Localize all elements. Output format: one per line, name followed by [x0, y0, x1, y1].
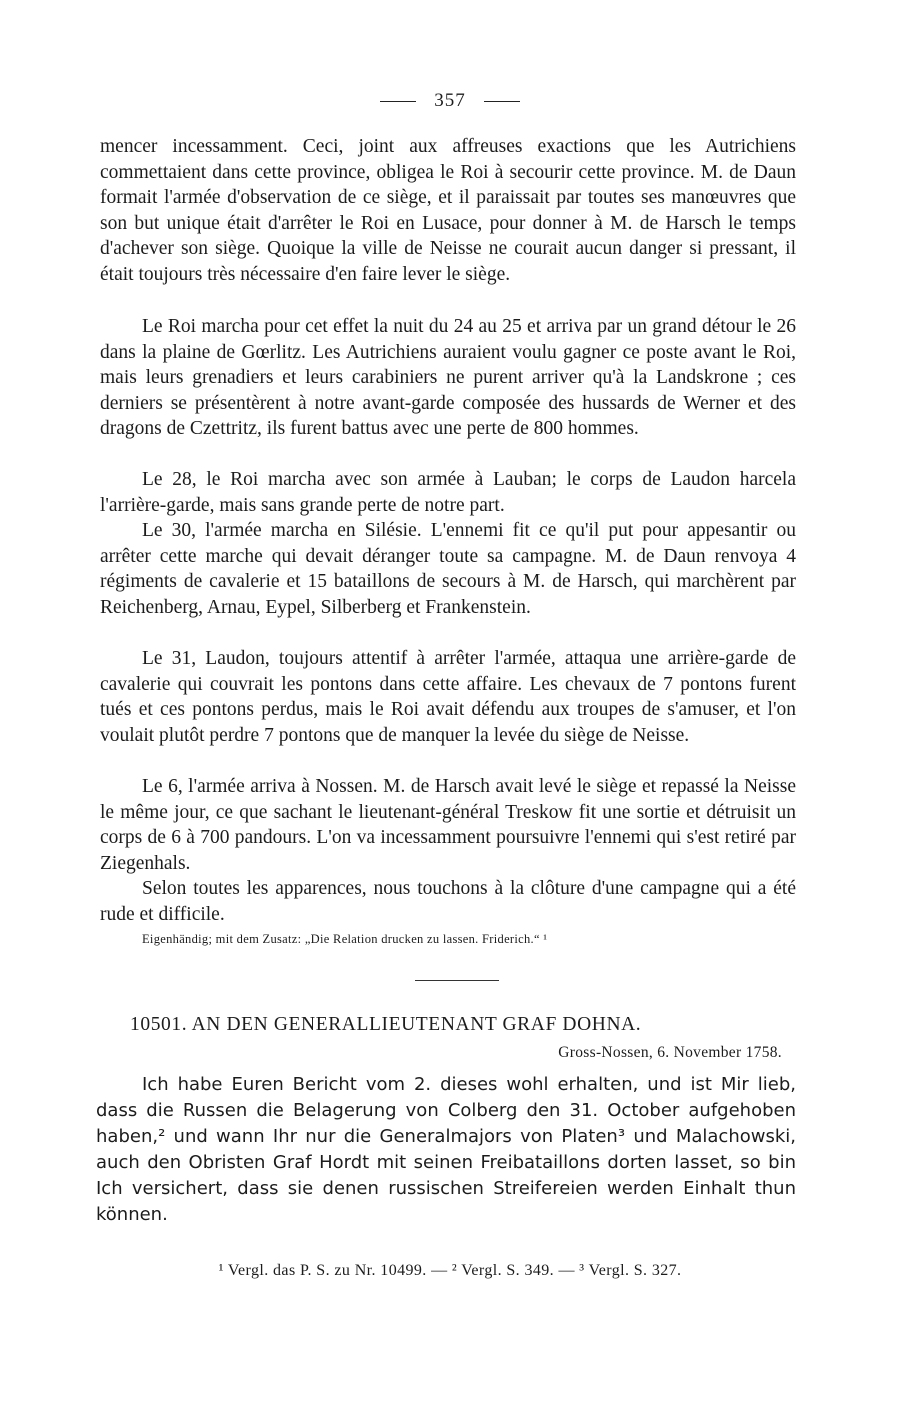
paragraph-4	[100, 518, 796, 620]
paragraph-1-text: mencer incessamment. Ceci, joint aux affreuses exactions que les Autrichiens commettaient dans cette province, obligea le Roi à secourir cette province. M. de Daun formait l'armée d'observation de ce siège, et il paraissait par toutes ses manœuvres que son but unique était d'arrêter le Roi en Lusace, pour donner à M. de Harsch le temps d'achever son siège. Quoique la ville de Neisse ne courait aucun danger si pressant, il était toujours très nécessaire d'en faire lever le siège.	[100, 136, 796, 285]
header-dash-left	[380, 101, 416, 102]
paragraph-2	[100, 314, 796, 442]
paragraph-7	[100, 876, 796, 927]
document-place-date: Gross-Nossen, 6. November 1758.	[558, 1044, 782, 1061]
paragraph-7-text: Selon toutes les apparences, nous touchons à la clôture d'une campagne qui a été rude et difficile.	[100, 878, 796, 925]
letter-text: Ich habe Euren Bericht vom 2. dieses wohl erhalten, und ist Mir lieb, dass die Russen die Belagerung von Colberg den 31. October aufgehoben haben,² und wann Ihr nur die Generalmajors von Platen³ und Malachowski, auch den Obristen Graf Hordt mit seinen Freibataillons dorten lasset, so bin Ich versichert, dass sie denen russischen Streifereien werden Einhalt thun können.	[96, 1074, 796, 1225]
footnotes: ¹ Vergl. das P. S. zu Nr. 10499. — ² Vergl. S. 349. — ³ Vergl. S. 327.	[218, 1262, 682, 1279]
paragraph-3	[100, 467, 796, 518]
paragraph-5	[100, 646, 796, 748]
autograph-note: Eigenhändig; mit dem Zusatz: „Die Relation drucken zu lassen. Friderich.“ ¹	[142, 932, 548, 946]
paragraph-2-text: Le Roi marcha pour cet effet la nuit du 24 au 25 et arriva par un grand détour le 26 dans la plaine de Gœrlitz. Les Autrichiens auraient voulu gagner ce poste avant le Roi, mais leurs grenadiers et leurs carabiniers ne purent arriver qu'à la Landskrone ; ces derniers se présentèrent à notre avant-garde composée des hussards de Werner et des dragons de Czettritz, ils furent battus avec une perte de 800 hommes.	[100, 316, 796, 440]
paragraph-1	[100, 134, 796, 288]
paragraph-6	[100, 774, 796, 876]
document-title: 10501. AN DEN GENERALLIEUTENANT GRAF DOHNA.	[130, 1014, 642, 1035]
paragraph-5-text: Le 31, Laudon, toujours attentif à arrêter l'armée, attaqua une arrière-garde de cavalerie qui couvrait les pontons dans cette affaire. Les chevaux de 7 pontons furent tués et ces pontons perdus, mais le Roi avait défendu aux troupes de s'amuser, et l'on voulait plutôt perdre 7 pontons que de manquer la levée du siège de Neisse.	[100, 648, 796, 746]
paragraph-4-text: Le 30, l'armée marcha en Silésie. L'ennemi fit ce qu'il put pour appesantir ou arrêter cette marche qui devait déranger toute sa campagne. M. de Daun renvoya 4 régiments de cavalerie et 15 bataillons de secours à M. de Harsch, qui marchèrent par Reichenberg, Arnau, Eypel, Silberberg et Frankenstein.	[100, 520, 796, 618]
page-number: 357	[434, 90, 466, 111]
paragraph-3-text: Le 28, le Roi marcha avec son armée à Lauban; le corps de Laudon harcela l'arrière-garde, mais sans grande perte de notre part.	[100, 469, 796, 516]
letter-body	[96, 1072, 796, 1228]
page-header	[0, 90, 900, 112]
section-divider	[415, 980, 499, 981]
paragraph-6-text: Le 6, l'armée arriva à Nossen. M. de Harsch avait levé le siège et repassé la Neisse le même jour, ce que sachant le lieutenant-général Treskow fit une sortie et détruisit un corps de 6 à 700 pandours. L'on va incessamment poursuivre l'ennemi qui s'est retiré par Ziegenhals.	[100, 776, 796, 874]
header-dash-right	[484, 101, 520, 102]
